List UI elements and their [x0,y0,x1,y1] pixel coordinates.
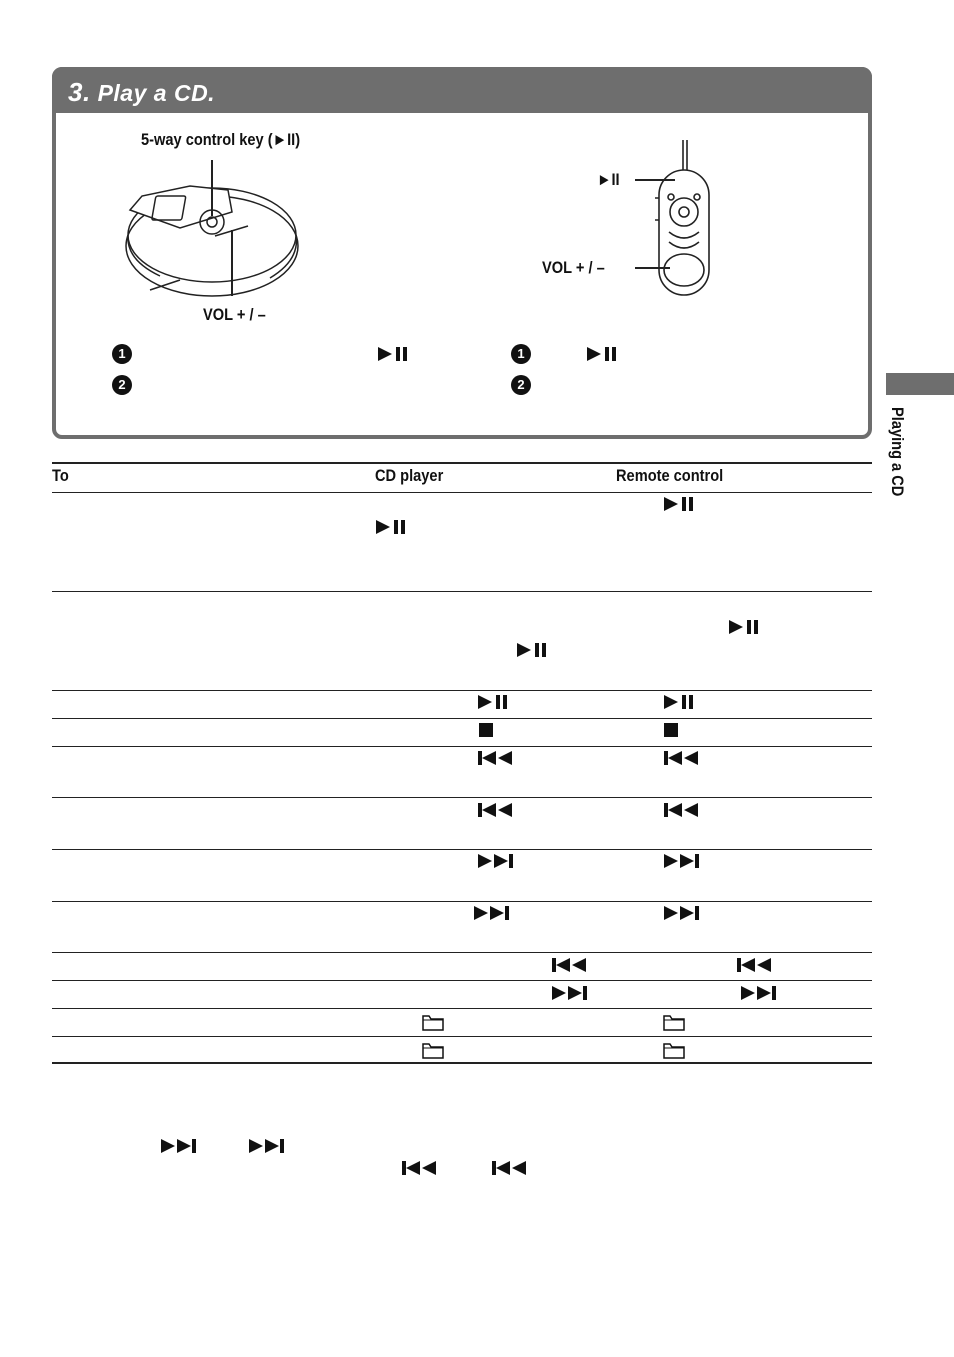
table-row-divider [52,492,872,493]
remote-step-2-bullet: 2 [511,375,531,395]
remote-vol-label: VOL + / – [542,258,605,277]
folder-icon [663,1015,685,1031]
next-track-icon [161,1139,197,1153]
section-title-text: Play a CD. [97,80,216,106]
table-top-rule [52,462,872,464]
control-key-label: 5-way control key (►II) [141,130,301,149]
play-pause-icon [587,347,619,361]
previous-track-icon [478,751,514,765]
cd-player-illustration [120,150,310,300]
table-header-remote: Remote control [616,466,724,485]
previous-track-icon [492,1161,528,1175]
table-row-divider [52,849,872,850]
previous-track-icon [402,1161,438,1175]
sidebar-label [887,407,911,527]
table-row-divider [52,591,872,592]
player-step-1-bullet: 1 [112,344,132,364]
next-track-icon [664,854,700,868]
play-pause-icon [664,695,696,709]
table-row-divider [52,690,872,691]
remote-step-1-bullet: 1 [511,344,531,364]
table-row-divider [52,1036,872,1037]
play-pause-icon [729,620,761,634]
table-bottom-rule [52,1062,872,1064]
sidebar-tab [886,373,954,395]
remote-control-illustration [625,140,725,305]
previous-track-icon [664,803,700,817]
section-number: 3. [68,77,91,107]
table-row-divider [52,746,872,747]
table-header-to: To [52,466,69,485]
previous-track-icon [552,958,588,972]
section-title [68,77,215,108]
folder-icon [422,1015,444,1031]
previous-track-icon [478,803,514,817]
player-step-2-bullet: 2 [112,375,132,395]
table-row-divider [52,1008,872,1009]
table-row-divider [52,797,872,798]
folder-icon [663,1043,685,1059]
previous-track-icon [737,958,773,972]
next-track-icon [552,986,588,1000]
table-row-divider [52,718,872,719]
next-track-icon [249,1139,285,1153]
next-track-icon [741,986,777,1000]
play-pause-icon [478,695,510,709]
play-pause-icon [376,520,408,534]
remote-play-label: ►II [597,170,620,189]
play-pause-icon [664,497,696,511]
previous-track-icon [664,751,700,765]
play-pause-icon [517,643,549,657]
stop-icon [664,723,678,737]
next-track-icon [478,854,514,868]
table-header-cd-player: CD player [375,466,444,485]
folder-icon [422,1043,444,1059]
sidebar-label-text: Playing a CD [888,407,907,497]
next-track-icon [664,906,700,920]
table-row-divider [52,901,872,902]
play-pause-icon [378,347,410,361]
table-row-divider [52,980,872,981]
stop-icon [479,723,493,737]
player-vol-label: VOL + / – [203,305,266,324]
table-row-divider [52,952,872,953]
next-track-icon [474,906,510,920]
